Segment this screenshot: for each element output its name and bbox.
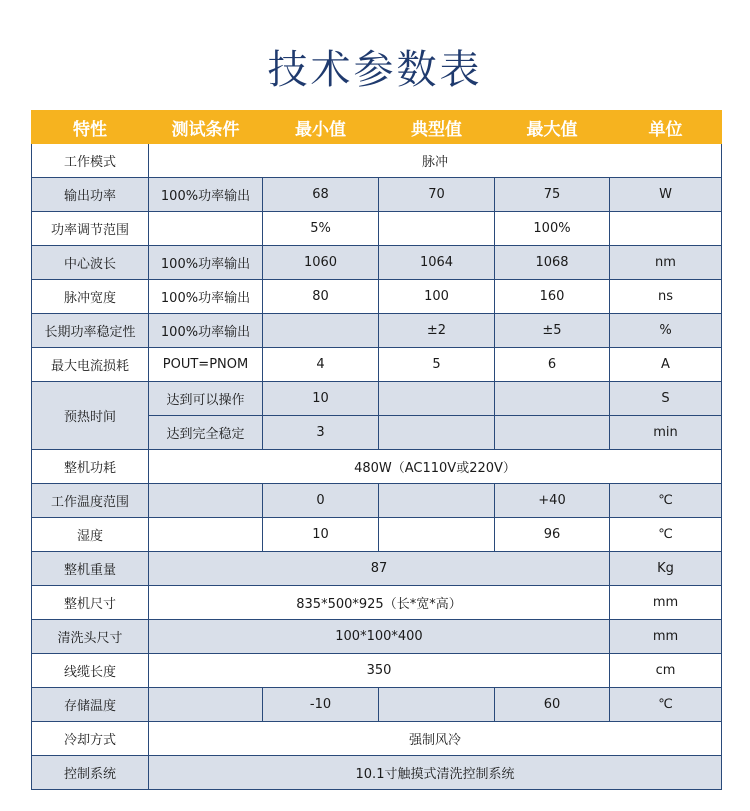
header-min: 最小值 xyxy=(263,111,379,144)
row-unit: cm xyxy=(610,654,722,688)
row-value: 100*100*400 xyxy=(149,620,610,654)
row-name: 清洗头尺寸 xyxy=(32,620,149,654)
row-typical xyxy=(379,484,495,518)
row-condition: 100%功率输出 xyxy=(149,246,263,280)
row-unit: mm xyxy=(610,586,722,620)
table-row xyxy=(32,586,722,620)
header-feature: 特性 xyxy=(32,111,149,144)
row-condition xyxy=(149,518,263,552)
row-unit xyxy=(610,212,722,246)
row-unit: mm xyxy=(610,620,722,654)
table-header-row xyxy=(32,111,722,144)
row-typical: 70 xyxy=(379,178,495,212)
row-min: 5% xyxy=(263,212,379,246)
row-typical xyxy=(379,688,495,722)
row-name: 长期功率稳定性 xyxy=(32,314,149,348)
row-unit: Kg xyxy=(610,552,722,586)
row-name: 线缆长度 xyxy=(32,654,149,688)
row-min: 10 xyxy=(263,518,379,552)
table-row xyxy=(32,552,722,586)
row-min: -10 xyxy=(263,688,379,722)
table-row xyxy=(32,518,722,552)
row-unit: ℃ xyxy=(610,518,722,552)
table-row xyxy=(32,280,722,314)
row-unit: S xyxy=(610,382,722,416)
table-row xyxy=(32,654,722,688)
row-condition xyxy=(149,484,263,518)
row-unit: ℃ xyxy=(610,688,722,722)
row-name: 输出功率 xyxy=(32,178,149,212)
row-name: 工作温度范围 xyxy=(32,484,149,518)
table-row xyxy=(32,212,722,246)
table-row xyxy=(32,688,722,722)
row-typical xyxy=(379,518,495,552)
row-unit: min xyxy=(610,416,722,450)
row-condition: POUT=PNOM xyxy=(149,348,263,382)
row-name: 整机重量 xyxy=(32,552,149,586)
row-min: 10 xyxy=(263,382,379,416)
row-name: 控制系统 xyxy=(32,756,149,790)
table-row xyxy=(32,178,722,212)
row-value: 835*500*925（长*宽*高） xyxy=(149,586,610,620)
row-condition: 达到完全稳定 xyxy=(149,416,263,450)
row-typical: 1064 xyxy=(379,246,495,280)
row-name: 整机功耗 xyxy=(32,450,149,484)
header-typical: 典型值 xyxy=(379,111,495,144)
row-max: 60 xyxy=(495,688,610,722)
row-unit: ℃ xyxy=(610,484,722,518)
table-row xyxy=(32,484,722,518)
row-min: 3 xyxy=(263,416,379,450)
row-max: 96 xyxy=(495,518,610,552)
table-row xyxy=(32,314,722,348)
row-condition: 达到可以操作 xyxy=(149,382,263,416)
row-value: 脉冲 xyxy=(149,144,722,178)
row-max: 75 xyxy=(495,178,610,212)
row-min: 1060 xyxy=(263,246,379,280)
spec-table xyxy=(31,110,722,790)
table-row xyxy=(32,382,722,416)
row-value: 87 xyxy=(149,552,610,586)
row-name: 存储温度 xyxy=(32,688,149,722)
row-min: 68 xyxy=(263,178,379,212)
table-row xyxy=(32,144,722,178)
row-name: 冷却方式 xyxy=(32,722,149,756)
row-min: 4 xyxy=(263,348,379,382)
row-typical: 100 xyxy=(379,280,495,314)
row-name: 功率调节范围 xyxy=(32,212,149,246)
row-unit: W xyxy=(610,178,722,212)
row-max: 100% xyxy=(495,212,610,246)
header-unit: 单位 xyxy=(610,111,722,144)
row-max: 1068 xyxy=(495,246,610,280)
row-max xyxy=(495,416,610,450)
table-row xyxy=(32,246,722,280)
row-name: 中心波长 xyxy=(32,246,149,280)
table-row xyxy=(32,450,722,484)
row-unit: nm xyxy=(610,246,722,280)
row-condition: 100%功率输出 xyxy=(149,314,263,348)
table-row xyxy=(32,348,722,382)
table-row xyxy=(32,722,722,756)
row-name: 工作模式 xyxy=(32,144,149,178)
row-typical xyxy=(379,416,495,450)
row-name: 整机尺寸 xyxy=(32,586,149,620)
row-typical xyxy=(379,212,495,246)
row-value: 350 xyxy=(149,654,610,688)
row-min: 80 xyxy=(263,280,379,314)
row-typical xyxy=(379,382,495,416)
row-min xyxy=(263,314,379,348)
table-row xyxy=(32,620,722,654)
row-typical: ±2 xyxy=(379,314,495,348)
row-max: 160 xyxy=(495,280,610,314)
row-value: 480W（AC110V或220V） xyxy=(149,450,722,484)
row-value: 强制风冷 xyxy=(149,722,722,756)
row-unit: A xyxy=(610,348,722,382)
header-test-condition: 测试条件 xyxy=(149,111,263,144)
row-max: ±5 xyxy=(495,314,610,348)
row-unit: % xyxy=(610,314,722,348)
row-condition: 100%功率输出 xyxy=(149,178,263,212)
row-max: +40 xyxy=(495,484,610,518)
row-typical: 5 xyxy=(379,348,495,382)
header-max: 最大值 xyxy=(495,111,610,144)
row-name: 湿度 xyxy=(32,518,149,552)
row-unit: ns xyxy=(610,280,722,314)
table-row xyxy=(32,756,722,790)
row-value: 10.1寸触摸式清洗控制系统 xyxy=(149,756,722,790)
row-condition xyxy=(149,688,263,722)
row-condition: 100%功率输出 xyxy=(149,280,263,314)
row-max: 6 xyxy=(495,348,610,382)
row-name: 预热时间 xyxy=(32,382,149,450)
row-min: 0 xyxy=(263,484,379,518)
row-name: 脉冲宽度 xyxy=(32,280,149,314)
row-max xyxy=(495,382,610,416)
row-condition xyxy=(149,212,263,246)
page-title: 技术参数表 xyxy=(267,47,483,93)
row-name: 最大电流损耗 xyxy=(32,348,149,382)
